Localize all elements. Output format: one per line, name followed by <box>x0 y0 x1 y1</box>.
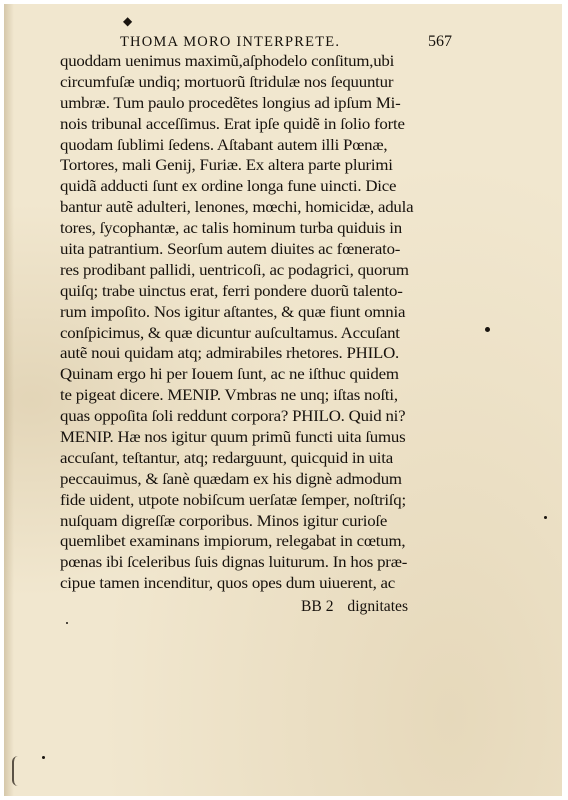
text-line: nois tribunal acceſſimus. Erat ipſe quidẽ in ſolio forte <box>60 115 405 133</box>
text-line: nuſquam digreſſæ corporibus. Minos igitur curioſe <box>60 512 388 530</box>
footer-line <box>301 598 408 616</box>
text-line: Quinam ergo hi per Iouem ſunt, ac ne iſthuc quidem <box>60 366 399 384</box>
running-title: THOMA MORO INTERPRETE. <box>120 34 341 50</box>
text-line: quodam ſublimi ſedens. Aſtabant autem illi Pœnæ, <box>60 136 388 154</box>
text-line: bantur autẽ adulteri, lenones, mœchi, homicidæ, adula <box>60 199 414 217</box>
text-line: circumfuſæ undiq; mortuorũ ſtridulæ nos ſequuntur <box>60 73 394 91</box>
text-line: pœnas ibi ſceleribus ſuis dignas luiturum. In hos præ- <box>60 554 408 572</box>
body-text-block <box>60 52 460 595</box>
edge-mark <box>12 756 22 786</box>
catchword: dignitates <box>347 598 409 615</box>
ornament-mark: ◆ <box>123 14 133 28</box>
ink-speck <box>66 622 68 624</box>
text-line: peccauimus, & ſanè quædam ex his dignè admodum <box>60 470 402 488</box>
ink-speck <box>485 327 490 332</box>
text-line: tores, ſycophantæ, ac talis hominum turba quiduis in <box>60 220 402 238</box>
text-line: MENIP. Hæ nos igitur quum primũ functi uita ſumus <box>60 429 406 447</box>
text-line: quemlibet examinans impiorum, relegabat in cœtum, <box>60 533 406 551</box>
ink-speck <box>544 516 547 519</box>
text-line: umbræ. Tum paulo procedẽtes longius ad ipſum Mi- <box>60 94 401 112</box>
text-line: rum impoſito. Nos igitur aſtantes, & quæ fiunt omnia <box>60 303 406 321</box>
text-line: quiſq; trabe uinctus erat, ferri pondere duorũ talento- <box>60 282 403 300</box>
page-gutter-shadow <box>4 4 14 796</box>
text-line: res prodibant pallidi, uentricoſi, ac podagrici, quorum <box>60 261 409 279</box>
page-number: 567 <box>428 33 452 50</box>
text-line: quas oppoſita ſoli reddunt corpora? PHILO. Quid ni? <box>60 408 406 426</box>
text-line: cipue tamen incenditur, quos opes dum uiuerent, ac <box>60 575 396 593</box>
text-line: accuſant, teſtantur, atq; redarguunt, quicquid in uita <box>60 449 393 467</box>
text-line: conſpicimus, & quæ dicuntur auſcultamus. Accuſant <box>60 324 400 342</box>
book-page <box>4 4 562 796</box>
text-line: te pigeat dicere. MENIP. Vmbras ne unq; iſtas noſti, <box>60 387 398 405</box>
text-line: quoddam uenimus maximũ,aſphodelo conſitum,ubi <box>60 53 395 70</box>
ink-speck <box>42 756 45 759</box>
text-line: Tortores, mali Genij, Furiæ. Ex altera parte plurimi <box>60 157 393 175</box>
signature-mark: BB 2 <box>301 598 334 615</box>
text-line: uita patrantium. Seorſum autem diuites ac fœnerato- <box>60 241 401 259</box>
text-line: autẽ noui quidam atq; admirabiles rhetores. PHILO. <box>60 345 400 363</box>
text-line: fide uident, utpote nobiſcum uerſatæ ſemper, noſtriſq; <box>60 491 406 509</box>
text-line: quidã adducti ſunt ex ordine longa fune uincti. Dice <box>60 178 397 196</box>
